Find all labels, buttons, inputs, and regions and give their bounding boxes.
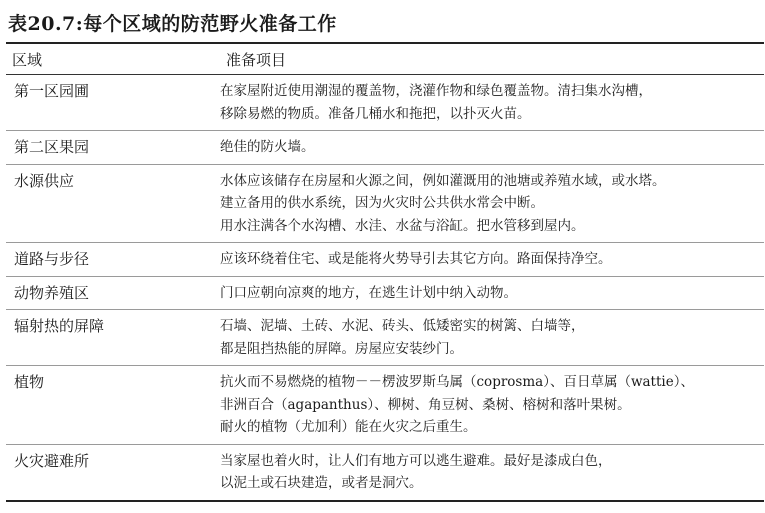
preparation-cell xyxy=(206,366,764,445)
region-cell: 辐射热的屏障 xyxy=(6,310,206,366)
preparation-line: 当家屋也着火时，让人们有地方可以逃生避难。最好是漆成白色， xyxy=(220,452,612,469)
region-cell: 植物 xyxy=(6,366,206,445)
table-row xyxy=(6,75,764,131)
preparation-line: 水体应该储存在房屋和火源之间，例如灌溉用的池塘或养殖水域，或水塔。 xyxy=(220,172,666,189)
preparation-cell xyxy=(206,75,764,131)
table-row xyxy=(6,276,764,310)
region-cell: 水源供应 xyxy=(6,164,206,243)
preparation-line: 石墙、泥墙、土砖、水泥、砖头、低矮密实的树篱、白墙等， xyxy=(220,318,585,334)
preparation-line: 应该环绕着住宅、或是能将火势导引去其它方向。路面保持净空。 xyxy=(220,251,612,267)
table-caption: 表20.7:每个区域的防范野火准备工作 xyxy=(8,13,337,35)
table-row xyxy=(6,444,764,501)
table-row xyxy=(6,366,764,445)
preparation-line: 都是阻挡热能的屏障。房屋应安装纱门。 xyxy=(220,340,463,357)
table-header-row xyxy=(6,43,764,75)
region-cell: 火灾避难所 xyxy=(6,444,206,501)
table-body xyxy=(6,75,764,501)
region-cell: 第一区园圃 xyxy=(6,75,206,131)
header-preparation: 准备项目 xyxy=(206,43,764,75)
table-row xyxy=(6,164,764,243)
preparation-cell xyxy=(206,131,764,165)
preparation-cell xyxy=(206,164,764,243)
header-region: 区域 xyxy=(6,43,206,75)
table-row xyxy=(6,243,764,277)
preparation-line: 用水注满各个水沟槽、水洼、水盆与浴缸。把水管移到屋内。 xyxy=(220,217,585,234)
preparation-line: 耐火的植物（尤加利）能在火灾之后重生。 xyxy=(220,419,477,435)
preparation-line: 在家屋附近使用潮湿的覆盖物，浇灌作物和绿色覆盖物。清扫集水沟槽， xyxy=(220,83,652,99)
region-cell: 动物养殖区 xyxy=(6,276,206,310)
region-cell: 第二区果园 xyxy=(6,131,206,165)
preparation-line: 抗火而不易燃烧的植物－－楞波罗斯乌属（coprosma）、百日草属（wattie）、 xyxy=(220,374,694,390)
preparation-line: 移除易燃的物质。准备几桶水和拖把，以扑灭火苗。 xyxy=(220,105,531,122)
preparation-cell xyxy=(206,310,764,366)
preparation-cell xyxy=(206,243,764,277)
preparation-line: 绝佳的防火墙。 xyxy=(220,139,315,155)
preparation-line: 非洲百合（agapanthus）、柳树、角豆树、桑树、榕树和落叶果树。 xyxy=(220,396,631,413)
preparation-line: 建立备用的供水系统，因为火灾时公共供水常会中断。 xyxy=(220,195,544,211)
table-row xyxy=(6,310,764,366)
table-row xyxy=(6,131,764,165)
preparation-line: 门口应朝向凉爽的地方，在逃生计划中纳入动物。 xyxy=(220,284,517,301)
region-cell: 道路与步径 xyxy=(6,243,206,277)
wildfire-preparation-table xyxy=(6,42,764,502)
preparation-line: 以泥土或石块建造，或者是洞穴。 xyxy=(220,475,423,491)
preparation-cell xyxy=(206,444,764,501)
preparation-cell xyxy=(206,276,764,310)
